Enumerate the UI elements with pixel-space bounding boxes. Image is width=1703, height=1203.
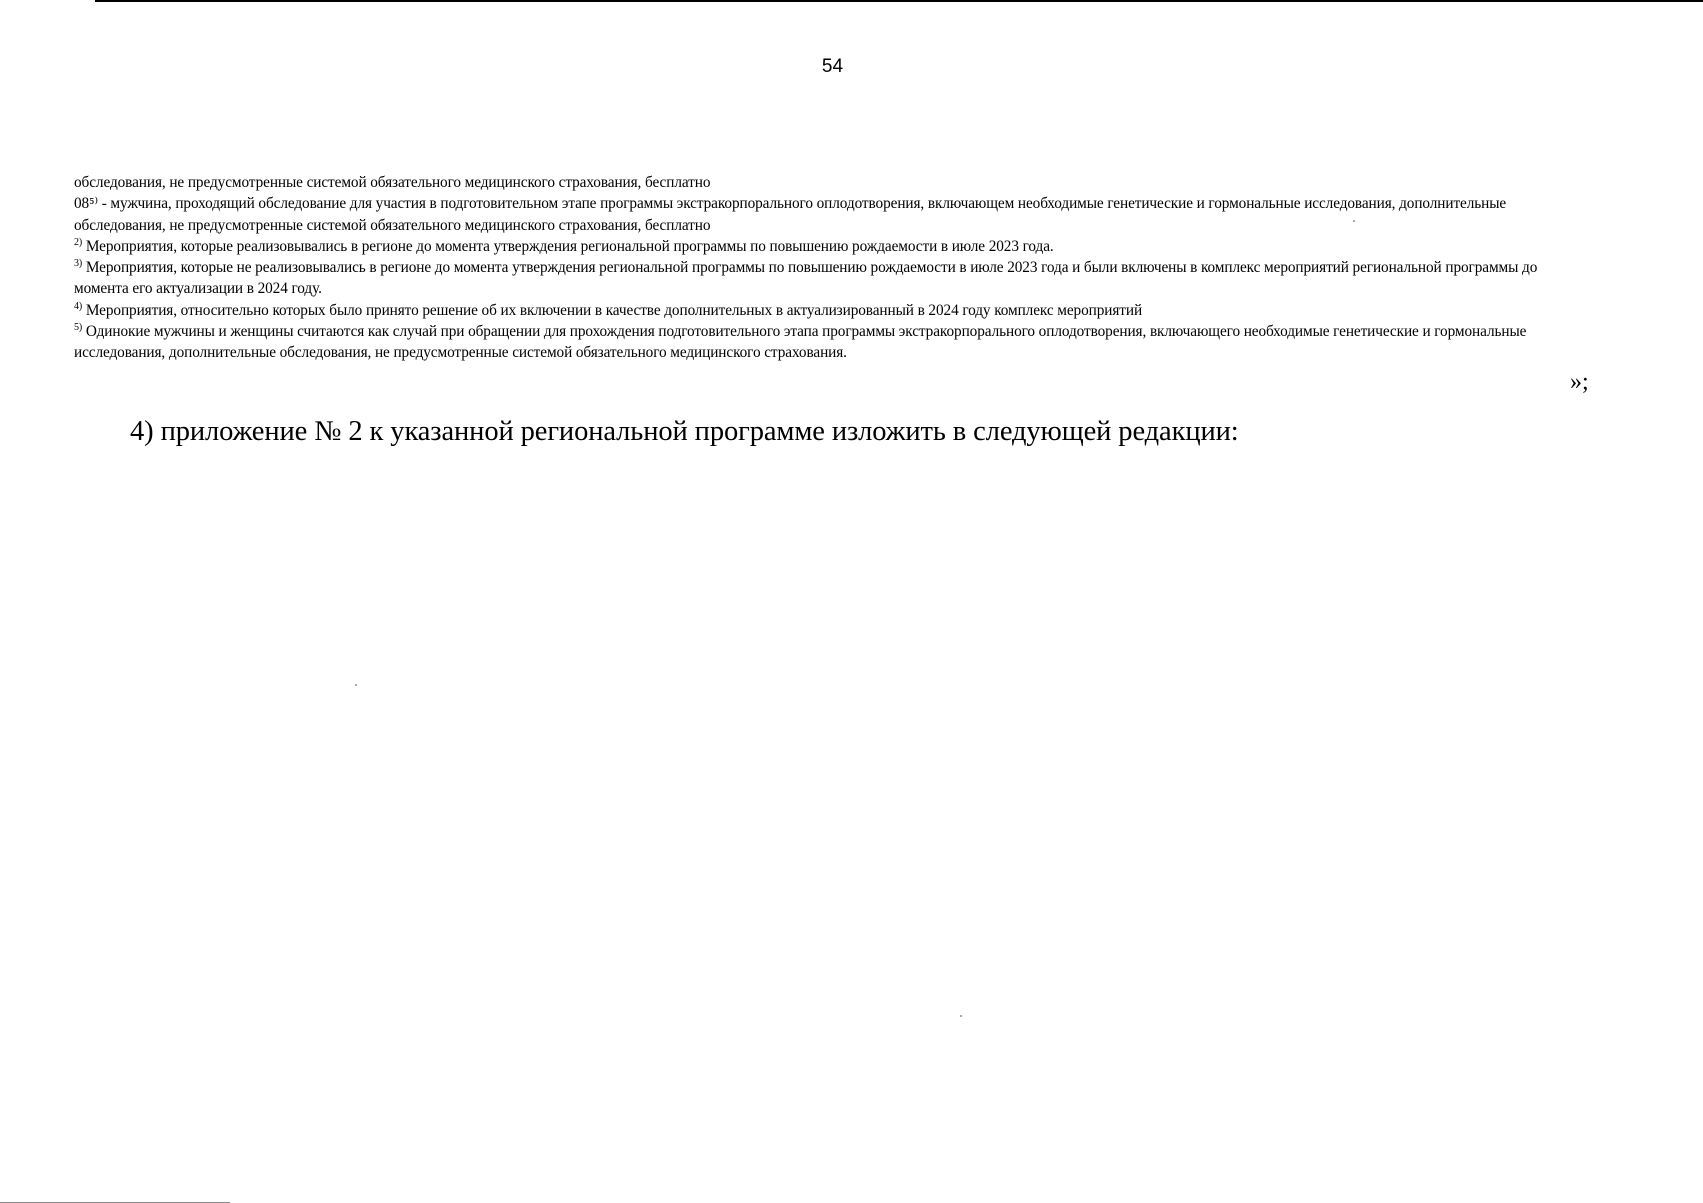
footnote-text: Мероприятия, которые реализовывались в регионе до момента утверждения региональной программы по повышению рождаемости в июле 2023 года. [85,237,1054,255]
footnote-marker: 4) [74,300,83,312]
footnote-4 [74,300,1594,321]
scan-speck [960,1015,962,1017]
footnote-text: обследования, не предусмотренные системой обязательного медицинского страхования, бесплатно [74,174,711,191]
closing-quote: »; [1570,369,1589,395]
footnote-text: Мероприятия, которые не реализовывались в регионе до момента утверждения региональной программы по повышению рождаемости в июле 2023 года и были включены в комплекс мероприятий региональной программы до момента его актуализации в 2024 году. [74,259,1538,298]
footnote-text: Мероприятия, относительно которых было принято решение об их включении в качестве дополнительных в актуализированный в 2024 году комплекс мероприятий [85,301,1143,319]
page-number: 54 [821,56,844,77]
footnote-5 [74,321,1594,364]
footnotes [74,172,1594,364]
scan-speck [1353,220,1355,222]
footnote-marker: 2) [74,236,83,248]
footnote-text: 08⁵⁾ - мужчина, проходящий обследование для участия в подготовительном этапе программы экстракорпорального оплодотворения, включающем необходимые генетические и гормональные исследования, дополнительные обследования, не предусмотренные системой обязательного медицинского страхования, бесплатно [74,195,1507,234]
footnote-3 [74,257,1594,300]
amendment-item-4: 4) приложение № 2 к указанной региональной программе изложить в следующей редакции: [130,416,1239,447]
scan-speck [355,684,357,686]
footnote-text: Одинокие мужчины и женщины считаются как случай при обращении для прохождения подготовительного этапа программы экстракорпорального оплодотворения, включающего необходимые генетические и гормональные исследования, дополнительные обследования, не предусмотренные системой обязательного медицинского страхования. [74,323,1527,362]
footnote-marker: 5) [74,322,83,334]
footnote-continuation [74,172,1594,193]
top-rule [95,0,1703,2]
footnote-marker: 3) [74,258,83,270]
footnote-2 [74,236,1594,257]
footnote-code-08 [74,193,1594,236]
